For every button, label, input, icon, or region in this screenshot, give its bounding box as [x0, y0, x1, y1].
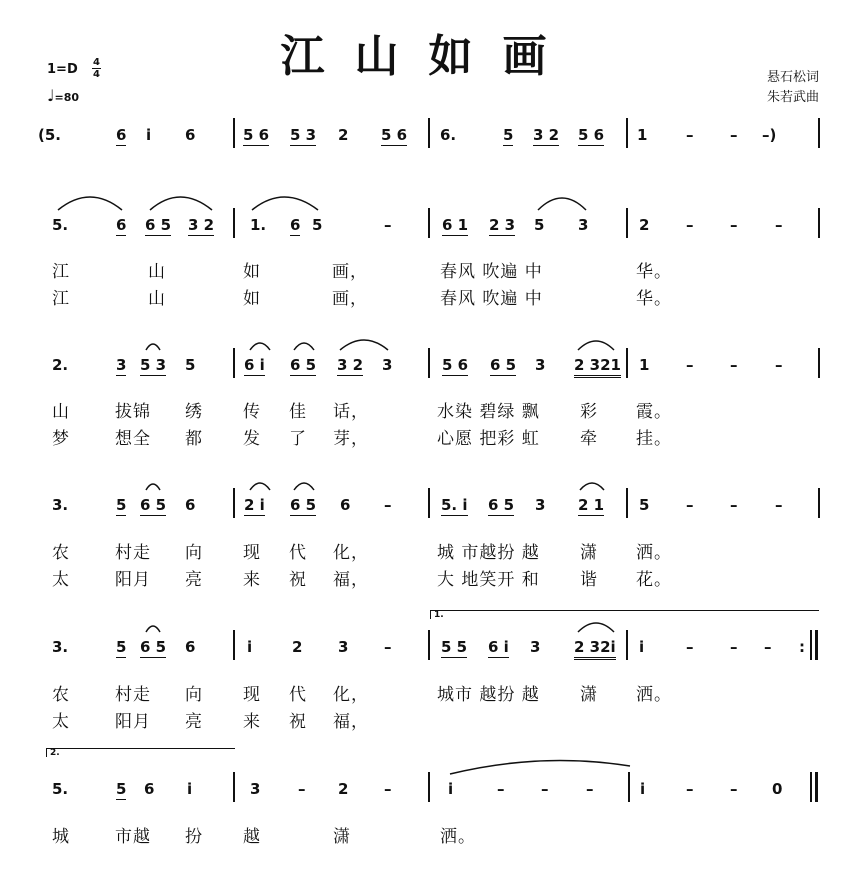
- note: 5 6: [578, 126, 605, 144]
- dash: –: [497, 780, 505, 798]
- lyric: 福，: [333, 570, 369, 590]
- song-title: 江山如画: [280, 31, 577, 82]
- lyric: 梦: [52, 429, 70, 449]
- lyric: 佳: [289, 402, 307, 422]
- lyric: 大 地笑开 和: [437, 570, 540, 590]
- dash: –: [384, 216, 392, 234]
- note: 2 1: [578, 496, 605, 514]
- slur: [578, 623, 614, 632]
- lyric: 发: [243, 429, 261, 449]
- note: 2: [292, 638, 303, 656]
- note: 3.: [52, 638, 69, 656]
- note: 3: [338, 638, 349, 656]
- slur: [150, 197, 212, 210]
- note: 6: [185, 638, 196, 656]
- note: 6 5: [145, 216, 172, 234]
- lyric: 画，: [332, 262, 368, 282]
- dash: –: [686, 356, 694, 374]
- note: i: [448, 780, 454, 798]
- note: 5 3: [290, 126, 317, 144]
- slur: [580, 483, 604, 490]
- volta-1-label: 1.: [434, 610, 444, 620]
- note: 6 5: [488, 496, 515, 514]
- note: 5 3: [140, 356, 167, 374]
- tie: [450, 761, 630, 774]
- note: 2: [639, 216, 650, 234]
- lyric: 霞。: [636, 402, 672, 422]
- lyric: 扮: [185, 827, 203, 847]
- note: 2.: [52, 356, 69, 374]
- lyric: 水染 碧绿 飘: [437, 402, 540, 422]
- note: 6 5: [290, 356, 317, 374]
- lyric: 城 市越扮 越: [437, 543, 540, 563]
- note: 2 i: [244, 496, 265, 514]
- lyric: 牵: [580, 429, 598, 449]
- note: 5: [116, 780, 127, 798]
- note: 3: [250, 780, 261, 798]
- lyric: 芽，: [333, 429, 369, 449]
- lyric: 农: [52, 543, 70, 563]
- note: 5 6: [381, 126, 408, 144]
- lyric: 潇: [580, 685, 598, 705]
- lyric: 山: [52, 402, 70, 422]
- lyric: 江: [52, 262, 70, 282]
- lyric: 山: [148, 289, 166, 309]
- dash: –): [762, 126, 777, 144]
- dash: –: [384, 638, 392, 656]
- dash: –: [586, 780, 594, 798]
- lyric: 潇: [580, 543, 598, 563]
- lyric: 阳月: [115, 570, 151, 590]
- note: 5. i: [441, 496, 468, 514]
- note: 5: [534, 216, 545, 234]
- note: 6 5: [140, 638, 167, 656]
- note: 3: [382, 356, 393, 374]
- note: 6: [144, 780, 155, 798]
- note: 5: [185, 356, 196, 374]
- note: 5: [116, 496, 127, 514]
- lyric: 话，: [333, 402, 369, 422]
- lyric: 花。: [636, 570, 672, 590]
- note: 3 2: [337, 356, 364, 374]
- note: 6: [185, 496, 196, 514]
- lyric: 祝: [289, 570, 307, 590]
- lyric: 江: [52, 289, 70, 309]
- dash: –: [541, 780, 549, 798]
- lyric: 挂。: [636, 429, 672, 449]
- key-signature: 1=D: [47, 62, 78, 77]
- note: 6: [185, 126, 196, 144]
- dash: –: [686, 126, 694, 144]
- note: 5: [312, 216, 323, 234]
- note: 6: [290, 216, 301, 234]
- lyric: 代: [289, 543, 307, 563]
- note: 2: [338, 126, 349, 144]
- dash: –: [775, 216, 783, 234]
- volta-2-label: 2.: [50, 748, 60, 758]
- lyric: 化，: [333, 685, 369, 705]
- slur: [252, 197, 318, 210]
- note: 2 3: [489, 216, 516, 234]
- lyric: 向: [185, 685, 203, 705]
- lyric: 向: [185, 543, 203, 563]
- lyric: 阳月: [115, 712, 151, 732]
- lyric: 城市 越扮 越: [437, 685, 540, 705]
- lyric: 福，: [333, 712, 369, 732]
- dash: –: [730, 496, 738, 514]
- tempo-value: =80: [54, 91, 80, 104]
- slur: [294, 343, 314, 350]
- lyric: 都: [185, 429, 203, 449]
- repeat-dots: :: [799, 638, 805, 656]
- dash: –: [686, 496, 694, 514]
- lyric: 华。: [636, 289, 672, 309]
- dash: –: [686, 780, 694, 798]
- lyric: 市越: [115, 827, 151, 847]
- note: 2 321: [574, 356, 621, 378]
- dash: –: [730, 356, 738, 374]
- lyric: 城: [52, 827, 70, 847]
- slur: [146, 344, 160, 350]
- note: 2 32i: [574, 638, 616, 660]
- lyric: 谐: [580, 570, 598, 590]
- lyric: 绣: [185, 402, 203, 422]
- note: 5: [503, 126, 514, 144]
- lyric: 村走: [115, 543, 151, 563]
- lyric: 如: [243, 262, 261, 282]
- lyric: 想全: [115, 429, 151, 449]
- note: 6 i: [488, 638, 509, 656]
- lyric: 亮: [185, 570, 203, 590]
- dash: –: [775, 496, 783, 514]
- meter-bottom: 4: [93, 69, 100, 80]
- note: 3: [530, 638, 541, 656]
- lyric: 春风 吹遍 中: [440, 262, 543, 282]
- lyric: 山: [148, 262, 166, 282]
- dash: –: [730, 126, 738, 144]
- lyric: 农: [52, 685, 70, 705]
- lyric: 来: [243, 570, 261, 590]
- note: 6: [116, 126, 127, 144]
- dash: –: [298, 780, 306, 798]
- lyric: 祝: [289, 712, 307, 732]
- slur: [250, 483, 270, 490]
- note: 3: [535, 356, 546, 374]
- dash: –: [730, 638, 738, 656]
- lyric: 代: [289, 685, 307, 705]
- lyric: 春风 吹遍 中: [440, 289, 543, 309]
- note: 3: [578, 216, 589, 234]
- lyric: 了: [289, 429, 307, 449]
- composer-credit: 朱若武曲: [766, 90, 819, 105]
- lyric: 华。: [636, 262, 672, 282]
- note: 6 5: [490, 356, 517, 374]
- lyric: 传: [243, 402, 261, 422]
- slur: [58, 197, 122, 210]
- meter-top: 4: [93, 57, 100, 68]
- lyric: 洒。: [636, 543, 672, 563]
- lyric: 太: [52, 712, 70, 732]
- note: 3.: [52, 496, 69, 514]
- note: 6.: [440, 126, 457, 144]
- lyric: 如: [243, 289, 261, 309]
- lyric: 亮: [185, 712, 203, 732]
- note: 3 2: [533, 126, 560, 144]
- slur: [340, 340, 388, 350]
- slur: [250, 343, 270, 350]
- dash: –: [775, 356, 783, 374]
- note: 1: [637, 126, 648, 144]
- note: i: [247, 638, 253, 656]
- lyric: 潇: [333, 827, 351, 847]
- note: 1: [639, 356, 650, 374]
- lyricist-credit: 悬石松词: [766, 70, 819, 85]
- lyric: 洒。: [636, 685, 672, 705]
- note: 6 5: [290, 496, 317, 514]
- note: 5 6: [243, 126, 270, 144]
- lyric: 化，: [333, 543, 369, 563]
- note: 6: [116, 216, 127, 234]
- lyric: 越: [243, 827, 261, 847]
- lyric: 彩: [580, 402, 598, 422]
- note: 5: [116, 638, 127, 656]
- note: 5 6: [442, 356, 469, 374]
- slur: [146, 484, 160, 490]
- dash: –: [686, 216, 694, 234]
- slur: [146, 626, 160, 632]
- dash: –: [384, 780, 392, 798]
- note: i: [640, 780, 646, 798]
- note: 6 1: [442, 216, 469, 234]
- note: i: [639, 638, 645, 656]
- dash: –: [686, 638, 694, 656]
- lyric: 村走: [115, 685, 151, 705]
- note: (5.: [38, 126, 61, 144]
- lyric: 心愿 把彩 虹: [437, 429, 540, 449]
- lyric: 现: [243, 685, 261, 705]
- dash: –: [764, 638, 772, 656]
- lyric: 来: [243, 712, 261, 732]
- note: 3: [535, 496, 546, 514]
- slur: [294, 483, 314, 490]
- note: 5.: [52, 216, 69, 234]
- lyric: 拔锦: [115, 402, 151, 422]
- note: 3 2: [188, 216, 215, 234]
- note: i: [146, 126, 152, 144]
- lyric: 太: [52, 570, 70, 590]
- dash: –: [384, 496, 392, 514]
- note: 6 5: [140, 496, 167, 514]
- lyric: 现: [243, 543, 261, 563]
- quarter-note-icon: ♩: [47, 86, 55, 105]
- note: 5: [639, 496, 650, 514]
- slur: [538, 198, 586, 210]
- note: 2: [338, 780, 349, 798]
- dash: –: [730, 216, 738, 234]
- dash: –: [730, 780, 738, 798]
- note: 5.: [52, 780, 69, 798]
- note: 1.: [250, 216, 267, 234]
- lyric: 洒。: [440, 827, 476, 847]
- note: 5 5: [441, 638, 468, 656]
- note: 3: [116, 356, 127, 374]
- note: 6 i: [244, 356, 265, 374]
- lyric: 画，: [332, 289, 368, 309]
- rest: 0: [772, 780, 783, 798]
- slur: [578, 341, 614, 350]
- note: 6: [340, 496, 351, 514]
- note: i: [187, 780, 193, 798]
